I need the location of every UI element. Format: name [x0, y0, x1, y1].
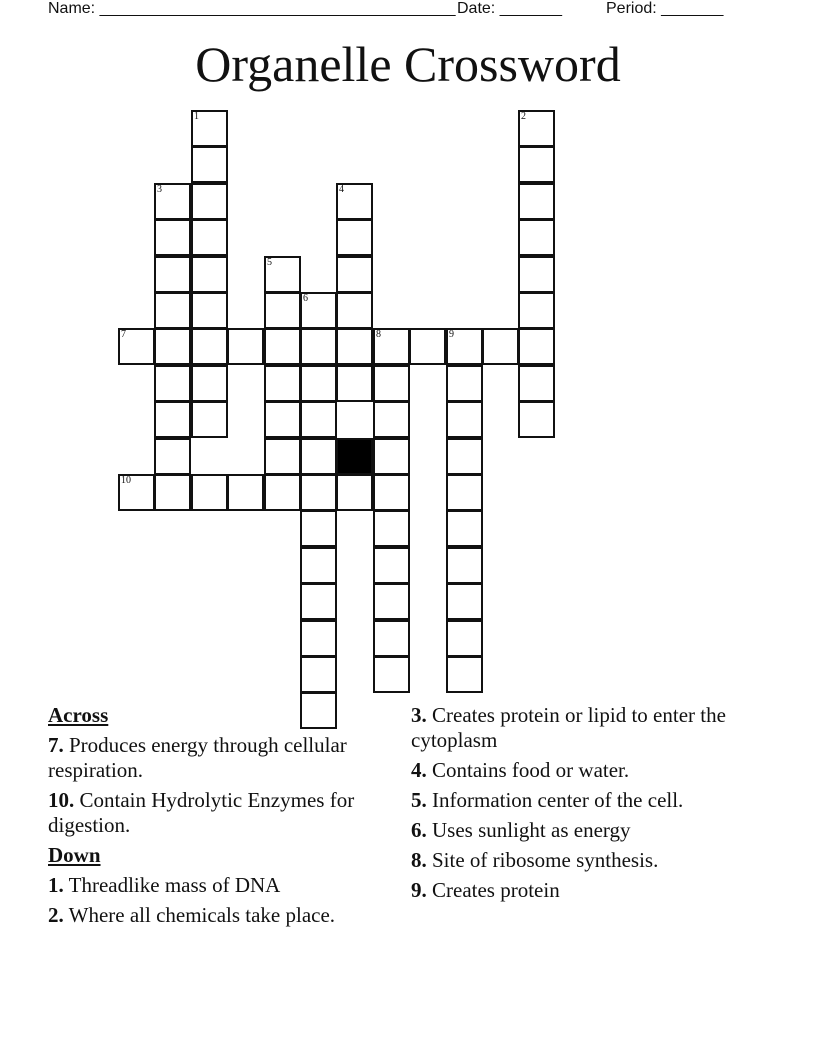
crossword-cell[interactable]: [446, 583, 483, 620]
cell-number: 9: [449, 329, 454, 340]
crossword-cell[interactable]: [336, 256, 373, 293]
crossword-cell[interactable]: [518, 256, 555, 293]
clue-down-5: [411, 788, 731, 813]
blocked-cell: [336, 438, 373, 475]
crossword-cell[interactable]: [300, 656, 337, 693]
crossword-cell[interactable]: [264, 438, 301, 475]
crossword-cell[interactable]: [373, 328, 410, 365]
clue-across-7: [48, 733, 393, 783]
crossword-cell[interactable]: [191, 474, 228, 511]
crossword-cell[interactable]: [336, 328, 373, 365]
clue-number: 3.: [411, 703, 427, 727]
crossword-cell[interactable]: [518, 328, 555, 365]
crossword-cell[interactable]: [300, 292, 337, 329]
crossword-cell[interactable]: [336, 219, 373, 256]
crossword-cell[interactable]: [518, 146, 555, 183]
down-heading: Down: [48, 843, 101, 867]
crossword-cell[interactable]: [446, 401, 483, 438]
cell-number: 6: [303, 293, 308, 304]
crossword-cell[interactable]: [446, 328, 483, 365]
crossword-cell[interactable]: [518, 401, 555, 438]
clue-text: Contain Hydrolytic Enzymes for digestion.: [48, 788, 355, 837]
crossword-cell[interactable]: [154, 183, 191, 220]
clue-number: 5.: [411, 788, 427, 812]
crossword-cell[interactable]: [518, 183, 555, 220]
crossword-cell[interactable]: [264, 256, 301, 293]
clue-down-2: [48, 903, 393, 928]
clue-down-4: [411, 758, 731, 783]
crossword-cell[interactable]: [300, 547, 337, 584]
crossword-cell[interactable]: [154, 328, 191, 365]
crossword-cell[interactable]: [446, 365, 483, 402]
crossword-cell[interactable]: [191, 183, 228, 220]
cell-number: 7: [121, 329, 126, 340]
crossword-cell[interactable]: [191, 219, 228, 256]
crossword-cell[interactable]: [482, 328, 519, 365]
clue-text: Site of ribosome synthesis.: [432, 848, 659, 872]
crossword-cell[interactable]: [518, 110, 555, 147]
crossword-cell[interactable]: [336, 474, 373, 511]
crossword-cell[interactable]: [300, 328, 337, 365]
crossword-cell[interactable]: [336, 183, 373, 220]
crossword-cell[interactable]: [373, 365, 410, 402]
crossword-cell[interactable]: [154, 256, 191, 293]
crossword-cell[interactable]: [446, 438, 483, 475]
clue-number: 10.: [48, 788, 75, 812]
clue-text: Threadlike mass of DNA: [68, 873, 281, 897]
clue-down-8: [411, 848, 731, 873]
crossword-cell[interactable]: [300, 401, 337, 438]
clue-number: 1.: [48, 873, 64, 897]
crossword-cell[interactable]: [446, 547, 483, 584]
clue-number: 4.: [411, 758, 427, 782]
crossword-cell[interactable]: [191, 256, 228, 293]
clue-text: Creates protein: [432, 878, 560, 902]
cell-number: 4: [339, 184, 344, 195]
clue-text: Information center of the cell.: [432, 788, 684, 812]
crossword-cell[interactable]: [373, 474, 410, 511]
crossword-cell[interactable]: [191, 328, 228, 365]
crossword-cell[interactable]: [300, 365, 337, 402]
crossword-cell[interactable]: [154, 401, 191, 438]
clue-text: Contains food or water.: [432, 758, 630, 782]
crossword-cell[interactable]: [373, 620, 410, 657]
clue-number: 8.: [411, 848, 427, 872]
crossword-cell[interactable]: [373, 401, 410, 438]
crossword-cell[interactable]: [191, 401, 228, 438]
cell-number: 5: [267, 257, 272, 268]
crossword-cell[interactable]: [518, 219, 555, 256]
crossword-cell[interactable]: [373, 656, 410, 693]
clue-text: Where all chemicals take place.: [68, 903, 336, 927]
clue-text: Produces energy through cellular respiration.: [48, 733, 347, 782]
clue-number: 7.: [48, 733, 64, 757]
clues-right-column: [411, 703, 731, 908]
crossword-cell[interactable]: [300, 583, 337, 620]
clue-text: Uses sunlight as energy: [432, 818, 631, 842]
crossword-cell[interactable]: [118, 474, 155, 511]
crossword-cell[interactable]: [300, 474, 337, 511]
clue-down-1: [48, 873, 393, 898]
cell-number: 2: [521, 111, 526, 122]
crossword-cell[interactable]: [373, 438, 410, 475]
crossword-cell[interactable]: [373, 510, 410, 547]
clue-down-6: [411, 818, 731, 843]
crossword-cell[interactable]: [446, 474, 483, 511]
clue-down-3: [411, 703, 731, 753]
crossword-cell[interactable]: [336, 365, 373, 402]
crossword-cell[interactable]: [264, 401, 301, 438]
crossword-cell[interactable]: [373, 547, 410, 584]
page-title: Organelle Crossword: [195, 36, 621, 92]
crossword-cell[interactable]: [154, 219, 191, 256]
crossword-cell[interactable]: [154, 438, 191, 475]
cell-number: 1: [194, 111, 199, 122]
crossword-cell[interactable]: [191, 292, 228, 329]
cell-number: 3: [157, 184, 162, 195]
name-field-label[interactable]: Name: ________________________________________: [48, 0, 456, 17]
crossword-cell[interactable]: [300, 438, 337, 475]
clue-number: 9.: [411, 878, 427, 902]
clue-across-10: [48, 788, 393, 838]
crossword-cell[interactable]: [264, 365, 301, 402]
crossword-cell[interactable]: [264, 474, 301, 511]
cell-number: 8: [376, 329, 381, 340]
crossword-cell[interactable]: [336, 292, 373, 329]
crossword-cell[interactable]: [118, 328, 155, 365]
crossword-cell[interactable]: [191, 110, 228, 147]
crossword-cell[interactable]: [300, 510, 337, 547]
crossword-cell[interactable]: [446, 656, 483, 693]
crossword-cell[interactable]: [191, 365, 228, 402]
crossword-cell[interactable]: [373, 583, 410, 620]
crossword-cell[interactable]: [227, 474, 264, 511]
cell-number: 10: [121, 475, 131, 486]
crossword-cell[interactable]: [191, 146, 228, 183]
crossword-cell[interactable]: [446, 510, 483, 547]
across-heading: Across: [48, 703, 109, 727]
clue-number: 2.: [48, 903, 64, 927]
crossword-cell[interactable]: [227, 328, 264, 365]
crossword-cell[interactable]: [264, 292, 301, 329]
crossword-cell[interactable]: [154, 292, 191, 329]
clue-number: 6.: [411, 818, 427, 842]
clue-down-9: [411, 878, 731, 903]
crossword-cell[interactable]: [154, 365, 191, 402]
date-field-label[interactable]: Date: _______: [457, 0, 562, 17]
clue-text: Creates protein or lipid to enter the cytoplasm: [411, 703, 726, 752]
crossword-cell[interactable]: [300, 620, 337, 657]
clues-left-column: [48, 703, 393, 933]
crossword-cell[interactable]: [409, 328, 446, 365]
period-field-label[interactable]: Period: _______: [606, 0, 724, 17]
crossword-cell[interactable]: [446, 620, 483, 657]
crossword-cell[interactable]: [264, 328, 301, 365]
crossword-cell[interactable]: [154, 474, 191, 511]
crossword-cell[interactable]: [518, 292, 555, 329]
crossword-cell[interactable]: [518, 365, 555, 402]
